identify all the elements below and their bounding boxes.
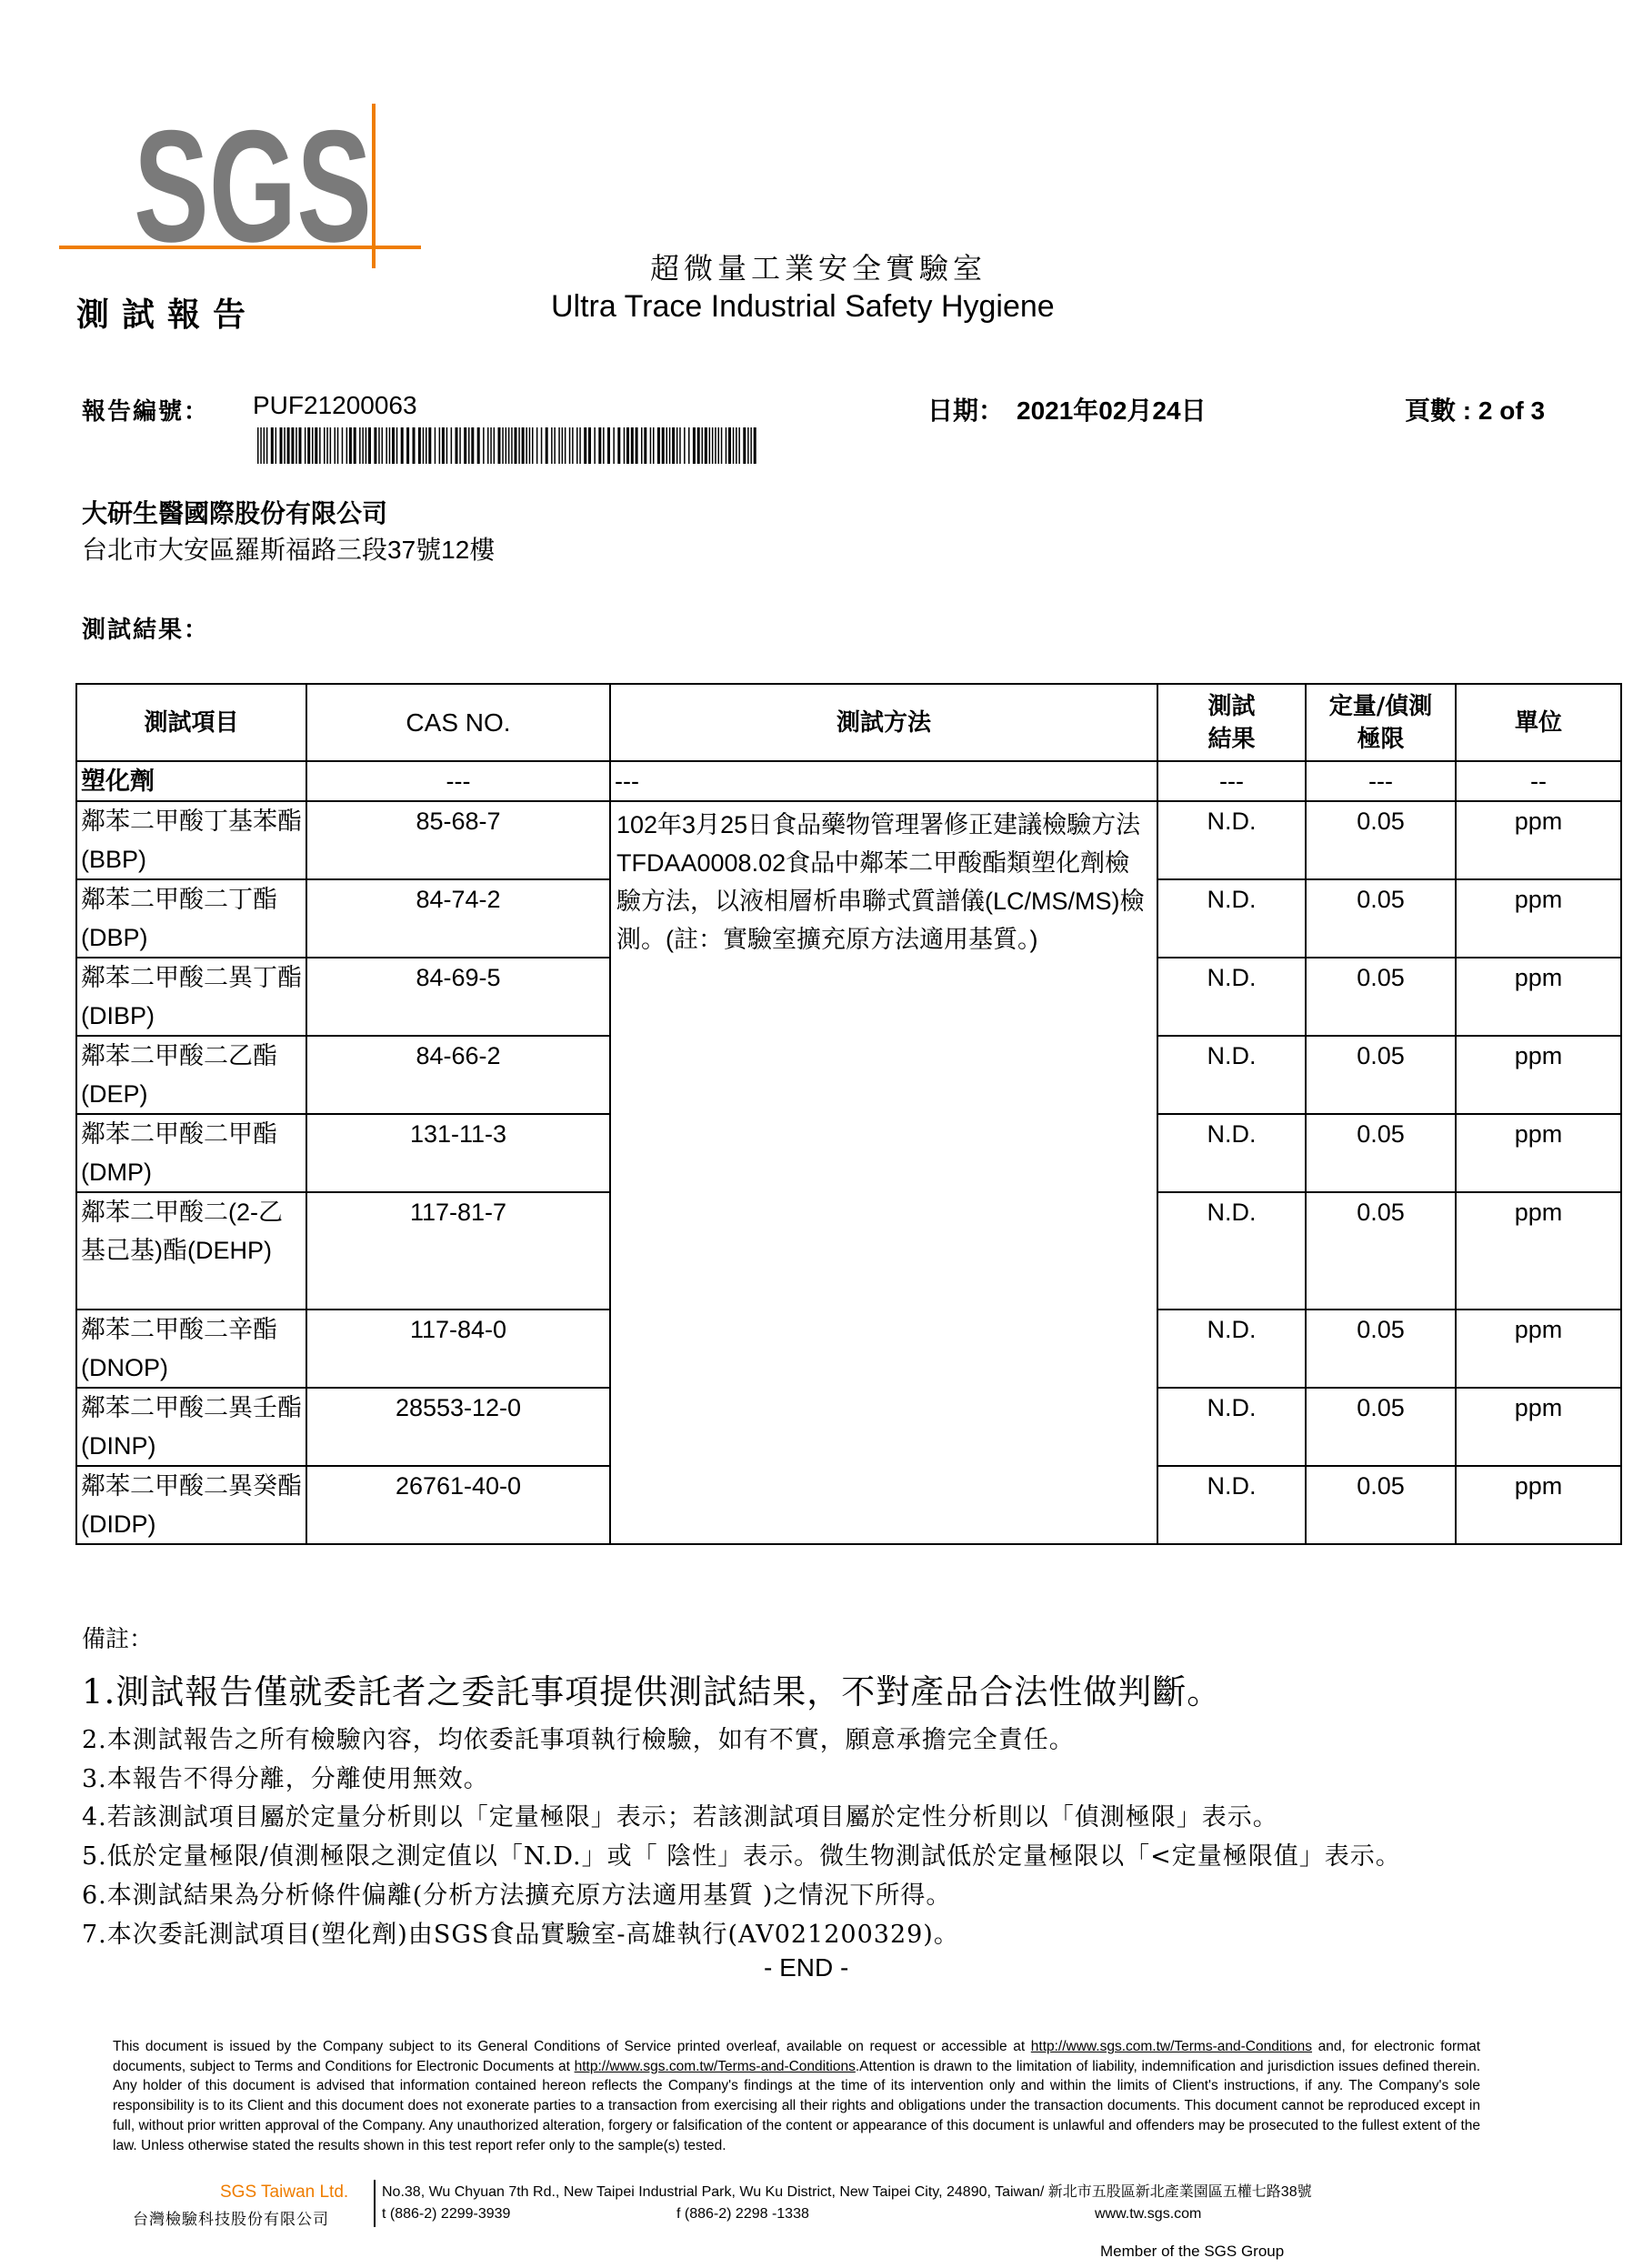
barcode-bar (554, 427, 556, 464)
barcode-bar (565, 427, 566, 464)
barcode-bar (428, 427, 431, 464)
header-unit: 單位 (1456, 684, 1621, 761)
note-item: 5.低於定量極限/偵測極限之測定值以「N.D.」或「 陰性」表示。微生物測試低於定量極限以「<定量極限值」表示。 (82, 1842, 1401, 1871)
barcode-bar (287, 427, 290, 464)
barcode-bar (636, 427, 638, 464)
barcode-bar (733, 427, 735, 464)
footer-address: No.38, Wu Chyuan 7th Rd., New Taipei Industrial Park, Wu Ku District, New Taipei City, 24890, Taiwan/ 新北市五股區新北產業園區五權七路38號 (382, 2184, 1312, 2200)
header-item: 測試項目 (76, 684, 306, 761)
barcode-bar (511, 427, 513, 464)
barcode-bar (676, 427, 678, 464)
sgs-logo (59, 98, 432, 276)
barcode-bar (515, 427, 517, 464)
barcode-bar (386, 427, 387, 464)
barcode-bar (541, 427, 543, 464)
row-item: 鄰苯二甲酸二丁酯(DBP) (76, 879, 306, 958)
barcode-bar (468, 427, 470, 464)
barcode-bar (446, 427, 448, 464)
row-cas: 28553-12-0 (306, 1388, 610, 1466)
row-item: 鄰苯二甲酸二異丁酯(DIBP) (76, 958, 306, 1036)
barcode-bar (672, 427, 675, 464)
barcode-bar (657, 427, 660, 464)
header-result (1157, 684, 1306, 761)
row-cas: 84-66-2 (306, 1036, 610, 1114)
barcode-bar (435, 427, 436, 464)
barcode-bar (451, 427, 453, 464)
barcode-bar (366, 427, 367, 464)
barcode-bar (260, 427, 262, 464)
barcode-bar (464, 427, 466, 464)
row-cas: 84-74-2 (306, 879, 610, 958)
row-item: 鄰苯二甲酸丁基苯酯(BBP) (76, 801, 306, 879)
row-unit: ppm (1456, 1192, 1621, 1310)
terms-link[interactable]: http://www.sgs.com.tw/Terms-and-Conditions (1030, 2039, 1313, 2054)
row-result: N.D. (1157, 1388, 1306, 1466)
barcode-bar (506, 427, 507, 464)
disclaimer-text: and, for electronic format documents, subject to Terms and Conditions for Electronic Documents at (113, 2039, 1481, 2074)
client-address: 台北市大安區羅斯福路三段37號12樓 (82, 536, 496, 564)
category-limit: --- (1306, 761, 1456, 801)
row-unit: ppm (1456, 1036, 1621, 1114)
row-unit: ppm (1456, 879, 1621, 958)
category-result: --- (1157, 761, 1306, 801)
date-label: 日期： (927, 396, 1005, 425)
row-cas: 85-68-7 (306, 801, 610, 879)
barcode-bar (522, 427, 525, 464)
barcode-bar (650, 427, 652, 464)
barcode-bar (266, 427, 268, 464)
row-cas: 26761-40-0 (306, 1466, 610, 1544)
barcode-bar (389, 427, 391, 464)
barcode-bar (529, 427, 531, 464)
barcode-bar (743, 427, 746, 464)
barcode-bar (502, 427, 504, 464)
barcode-bar (335, 427, 336, 464)
barcode-bar (705, 427, 707, 464)
barcode-bar (284, 427, 286, 464)
barcode-bar (349, 427, 352, 464)
barcode-bar (558, 427, 560, 464)
lab-name-zh: 超微量工業安全實驗室 (650, 251, 987, 286)
barcode-bar (508, 427, 510, 464)
barcode-bar (362, 427, 364, 464)
row-item: 鄰苯二甲酸二乙酯(DEP) (76, 1036, 306, 1114)
svg-text:SGS: SGS (134, 98, 372, 276)
barcode-bar (613, 427, 615, 464)
barcode-bar (330, 427, 332, 464)
barcode-bar (536, 427, 538, 464)
barcode-bar (374, 427, 376, 464)
barcode-bar (439, 427, 441, 464)
barcode-bar (483, 427, 485, 464)
barcode-bar (702, 427, 704, 464)
barcode-bar (709, 427, 711, 464)
row-unit: ppm (1456, 1388, 1621, 1466)
barcode-bar (669, 427, 671, 464)
barcode-bar (359, 427, 361, 464)
barcode-bar (644, 427, 646, 464)
note-item: 7.本次委託測試項目(塑化劑)由SGS食品實驗室-高雄執行(AV021200329)。 (82, 1921, 959, 1949)
header-limit-l2: 極限 (1357, 725, 1405, 753)
barcode-bar (396, 427, 398, 464)
barcode-bar (280, 427, 283, 464)
note-item: 3.本報告不得分離，分離使用無效。 (82, 1765, 489, 1793)
row-item: 鄰苯二甲酸二(2-乙基己基)酯(DEHP) (76, 1192, 306, 1310)
barcode-bar (750, 427, 752, 464)
row-cas: 117-81-7 (306, 1192, 610, 1310)
row-unit: ppm (1456, 1114, 1621, 1192)
barcode-bar (442, 427, 445, 464)
barcode-bar (490, 427, 492, 464)
barcode (257, 427, 756, 464)
report-title: 測試報告 (76, 296, 259, 334)
row-item: 鄰苯二甲酸二異壬酯(DINP) (76, 1388, 306, 1466)
barcode-bar (487, 427, 489, 464)
header-method: 測試方法 (610, 684, 1157, 761)
barcode-bar (276, 427, 277, 464)
barcode-bar (346, 427, 348, 464)
row-result: N.D. (1157, 1114, 1306, 1192)
barcode-bar (406, 427, 409, 464)
barcode-bar (354, 427, 356, 464)
barcode-bar (305, 427, 306, 464)
barcode-bar (603, 427, 605, 464)
category-item: 塑化劑 (76, 761, 306, 801)
row-unit: ppm (1456, 801, 1621, 879)
barcode-bar (712, 427, 714, 464)
header-cas: CAS NO. (306, 684, 610, 761)
row-cas: 84-69-5 (306, 958, 610, 1036)
row-item: 鄰苯二甲酸二甲酯(DMP) (76, 1114, 306, 1192)
barcode-bar (271, 427, 274, 464)
barcode-bar (291, 427, 294, 464)
row-limit: 0.05 (1306, 958, 1456, 1036)
category-unit: -- (1456, 761, 1621, 801)
report-no-label: 報告編號： (82, 398, 210, 426)
lab-name-en: Ultra Trace Industrial Safety Hygiene (551, 289, 1055, 324)
note-item: 2.本測試報告之所有檢驗內容，均依委託事項執行檢驗，如有不實，願意承擔完全責任。 (82, 1726, 1075, 1754)
row-result: N.D. (1157, 879, 1306, 958)
barcode-bar (382, 427, 384, 464)
row-limit: 0.05 (1306, 879, 1456, 958)
page-number: 頁數 : 2 of 3 (1405, 396, 1546, 425)
barcode-bar (456, 427, 458, 464)
row-result: N.D. (1157, 1310, 1306, 1388)
legal-disclaimer (113, 2037, 1480, 2155)
barcode-bar (641, 427, 643, 464)
note-item: 4.若該測試項目屬於定量分析則以「定量極限」表示；若該測試項目屬於定性分析則以「偵測極限」表示。 (82, 1803, 1278, 1831)
report-no: PUF21200063 (253, 391, 417, 419)
row-unit: ppm (1456, 1310, 1621, 1388)
footer-divider (374, 2180, 376, 2227)
row-unit: ppm (1456, 958, 1621, 1036)
barcode-bar (736, 427, 737, 464)
barcode-bar (562, 427, 564, 464)
header-limit-l1: 定量/偵測 (1328, 692, 1433, 720)
barcode-bar (572, 427, 574, 464)
barcode-bar (471, 427, 474, 464)
footer-company-zh: 台灣檢驗科技股份有限公司 (133, 2211, 329, 2229)
barcode-bar (459, 427, 461, 464)
note-item: 6.本測試結果為分析條件偏離(分析方法擴充原方法適用基質 )之情況下所得。 (82, 1882, 952, 1910)
barcode-bar (257, 427, 259, 464)
barcode-bar (653, 427, 655, 464)
row-result: N.D. (1157, 1466, 1306, 1544)
row-result: N.D. (1157, 801, 1306, 879)
barcode-bar (684, 427, 686, 464)
barcode-bar (423, 427, 425, 464)
barcode-bar (264, 427, 265, 464)
barcode-bar (324, 427, 326, 464)
barcode-bar (426, 427, 427, 464)
row-result: N.D. (1157, 958, 1306, 1036)
header-result-l2: 結果 (1207, 725, 1256, 753)
date-value: 2021年02月24日 (1017, 396, 1207, 425)
row-unit: ppm (1456, 1466, 1621, 1544)
barcode-bar (494, 427, 496, 464)
barcode-bar (315, 427, 317, 464)
note-item: 1.測試報告僅就委託者之委託事項提供測試結果，不對產品合法性做判斷。 (82, 1672, 1222, 1711)
footer-fax: f (886-2) 2298 -1338 (676, 2206, 809, 2222)
barcode-bar (721, 427, 723, 464)
barcode-bar (526, 427, 527, 464)
barcode-bar (693, 427, 696, 464)
barcode-bar (576, 427, 578, 464)
barcode-bar (594, 427, 596, 464)
footer-phone: t (886-2) 2299-3939 (382, 2206, 511, 2222)
barcode-bar (718, 427, 720, 464)
row-item: 鄰苯二甲酸二異癸酯(DIDP) (76, 1466, 306, 1544)
row-cas: 131-11-3 (306, 1114, 610, 1192)
row-limit: 0.05 (1306, 1036, 1456, 1114)
barcode-bar (337, 427, 339, 464)
barcode-bar (607, 427, 610, 464)
row-limit: 0.05 (1306, 1114, 1456, 1192)
row-limit: 0.05 (1306, 1466, 1456, 1544)
category-method: --- (610, 761, 1157, 801)
category-cas: --- (306, 761, 610, 801)
notes-label: 備註： (82, 1626, 154, 1653)
barcode-bar (498, 427, 501, 464)
barcode-bar (312, 427, 314, 464)
barcode-bar (754, 427, 756, 464)
barcode-bar (368, 427, 371, 464)
barcode-bar (631, 427, 634, 464)
results-label: 測試結果： (82, 617, 210, 644)
barcode-bar (584, 427, 586, 464)
barcode-bar (666, 427, 668, 464)
header-result-l1: 測試 (1207, 692, 1256, 720)
row-result: N.D. (1157, 1192, 1306, 1310)
footer-website: www.tw.sgs.com (1095, 2206, 1202, 2222)
barcode-bar (296, 427, 297, 464)
row-limit: 0.05 (1306, 1192, 1456, 1310)
barcode-bar (588, 427, 591, 464)
footer-member: Member of the SGS Group (1100, 2243, 1285, 2260)
row-cas: 117-84-0 (306, 1310, 610, 1388)
barcode-bar (418, 427, 421, 464)
barcode-bar (715, 427, 716, 464)
barcode-bar (624, 427, 626, 464)
test-method: 102年3月25日食品藥物管理署修正建議檢驗方法TFDAA0008.02食品中鄰苯二甲酸酯類塑化劑檢驗方法，以液相層析串聯式質譜儀(LC/MS/MS)檢測。(註：實驗室擴充原方法適用基質。) (610, 801, 1157, 1544)
barcode-bar (378, 427, 380, 464)
barcode-bar (579, 427, 581, 464)
disclaimer-text: .Attention is drawn to the limitation of liability, indemnification and jurisdiction issues defined therein. Any holder of this document is advised that information contained hereon reflects the Company's findings at the time of its intervention only and within the limits of Client's instructions, if any. The Company's sole responsibility is to its Client and this document does not exonerate parties to a transaction from exercising all their rights and obligations under the transaction documents. This document cannot be reproduced except in full, without prior written approval of the Company. Any unauthorized alteration, forgery or falsification of the content or appearance of this document is unlawful and offenders may be prosecuted to the fullest extent of the law. Unless otherwise stated the results shown in this test report refer only to the sample(s) tested. (113, 2058, 1480, 2153)
client-name: 大研生醫國際股份有限公司 (82, 499, 388, 527)
barcode-bar (617, 427, 620, 464)
barcode-bar (697, 427, 700, 464)
disclaimer-text: This document is issued by the Company subject to its General Conditions of Service printed overleaf, available on request or accessible at (113, 2039, 1031, 2054)
barcode-bar (518, 427, 520, 464)
barcode-bar (401, 427, 404, 464)
barcode-bar (728, 427, 731, 464)
table-row (76, 801, 1621, 879)
barcode-bar (688, 427, 690, 464)
barcode-bar (532, 427, 534, 464)
barcode-bar (299, 427, 302, 464)
barcode-bar (569, 427, 571, 464)
end-marker: - END - (764, 1953, 849, 1982)
barcode-bar (598, 427, 601, 464)
row-limit: 0.05 (1306, 1310, 1456, 1388)
barcode-bar (726, 427, 727, 464)
barcode-bar (477, 427, 480, 464)
barcode-bar (392, 427, 395, 464)
barcode-bar (546, 427, 548, 464)
row-limit: 0.05 (1306, 801, 1456, 879)
barcode-bar (626, 427, 629, 464)
results-table (75, 683, 1622, 1545)
footer-brand: SGS Taiwan Ltd. (220, 2183, 349, 2202)
row-result: N.D. (1157, 1036, 1306, 1114)
barcode-bar (679, 427, 681, 464)
row-limit: 0.05 (1306, 1388, 1456, 1466)
barcode-bar (342, 427, 344, 464)
barcode-bar (738, 427, 740, 464)
barcode-bar (551, 427, 553, 464)
barcode-bar (747, 427, 749, 464)
category-row (76, 761, 1621, 801)
electronic-terms-link[interactable]: http://www.sgs.com.tw/Terms-and-Conditions (574, 2058, 856, 2074)
barcode-bar (319, 427, 321, 464)
header-limit (1306, 684, 1456, 761)
barcode-bar (307, 427, 310, 464)
row-item: 鄰苯二甲酸二辛酯(DNOP) (76, 1310, 306, 1388)
barcode-bar (326, 427, 328, 464)
barcode-bar (662, 427, 665, 464)
barcode-bar (413, 427, 416, 464)
